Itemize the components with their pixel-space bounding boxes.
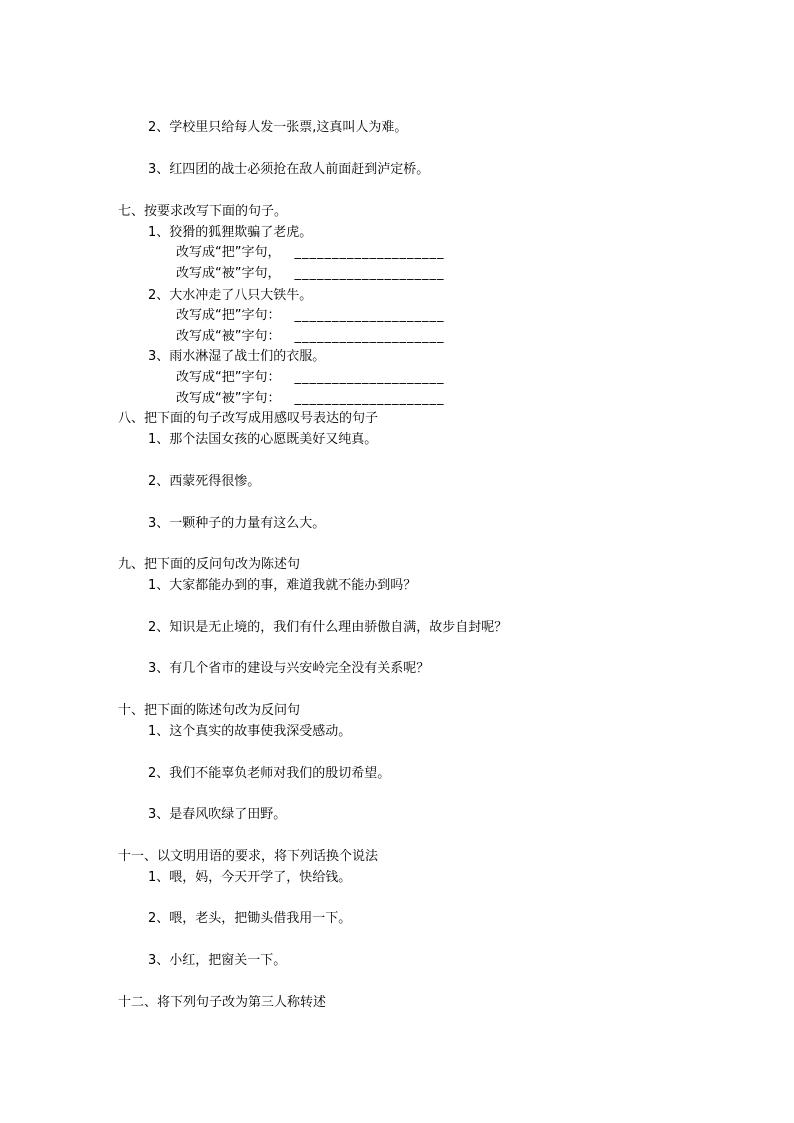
answer-blank: ____________________ [294, 329, 445, 344]
section9-item-2: 2、知识是无止境的，我们有什么理由骄傲自满，故步自封呢？ [148, 620, 508, 635]
section9-item-1: 1、大家都能办到的事，难道我就不能办到吗？ [148, 578, 417, 593]
rewrite-ba-row [176, 369, 444, 387]
section11-item-3: 3、小红，把窗关一下。 [148, 953, 287, 968]
section7-item-1: 1、狡猾的狐狸欺骗了老虎。 [148, 225, 313, 240]
section7-title: 七、按要求改写下面的句子。 [118, 204, 288, 219]
prev-item-3: 3、红四团的战士必须抢在敌人前面赶到泸定桥。 [148, 162, 430, 177]
section8-item-2: 2、西蒙死得很惨。 [148, 474, 261, 489]
section10-item-3: 3、是春风吹绿了田野。 [148, 807, 287, 822]
rewrite-bei-label: 改写成“被”字句： [176, 391, 281, 406]
prev-item-2: 2、学校里只给每人发一张票,这真叫人为难。 [148, 120, 408, 135]
rewrite-ba-row [176, 307, 444, 325]
rewrite-bei-row [176, 265, 444, 283]
rewrite-bei-label: 改写成“被”字句： [176, 329, 281, 344]
section12-title: 十二、将下列句子改为第三人称转述 [118, 995, 327, 1010]
section8-title: 八、把下面的句子改写成用感叹号表达的句子 [118, 411, 379, 426]
section9-title: 九、把下面的反问句改为陈述句 [118, 557, 301, 572]
answer-blank: ____________________ [294, 245, 445, 260]
rewrite-ba-row [176, 244, 444, 262]
rewrite-ba-label: 改写成“把”字句： [176, 308, 281, 323]
section10-title: 十、把下面的陈述句改为反问句 [118, 703, 301, 718]
section7-item-2: 2、大水冲走了八只大铁牛。 [148, 288, 313, 303]
section10-item-2: 2、我们不能辜负老师对我们的殷切希望。 [148, 766, 391, 781]
section8-item-3: 3、一颗种子的力量有这么大。 [148, 516, 326, 531]
answer-blank: ____________________ [294, 266, 445, 281]
section11-item-2: 2、喂，老头，把锄头借我用一下。 [148, 911, 352, 926]
answer-blank: ____________________ [294, 370, 445, 385]
section8-item-1: 1、那个法国女孩的心愿既美好又纯真。 [148, 432, 378, 447]
rewrite-ba-label: 改写成“把”字句： [176, 370, 281, 385]
section11-item-1: 1、喂，妈，今天开学了，快给钱。 [148, 870, 352, 885]
section7-item-3: 3、雨水淋湿了战士们的衣服。 [148, 349, 326, 364]
rewrite-ba-label: 改写成“把”字句， [176, 245, 281, 260]
section10-item-1: 1、这个真实的故事使我深受感动。 [148, 724, 352, 739]
section9-item-3: 3、有几个省市的建设与兴安岭完全没有关系呢？ [148, 661, 430, 676]
answer-blank: ____________________ [294, 391, 445, 406]
section11-title: 十一、以文明用语的要求，将下列话换个说法 [118, 849, 379, 864]
rewrite-bei-label: 改写成“被”字句， [176, 266, 281, 281]
answer-blank: ____________________ [294, 308, 445, 323]
rewrite-bei-row [176, 390, 444, 408]
rewrite-bei-row [176, 328, 444, 346]
